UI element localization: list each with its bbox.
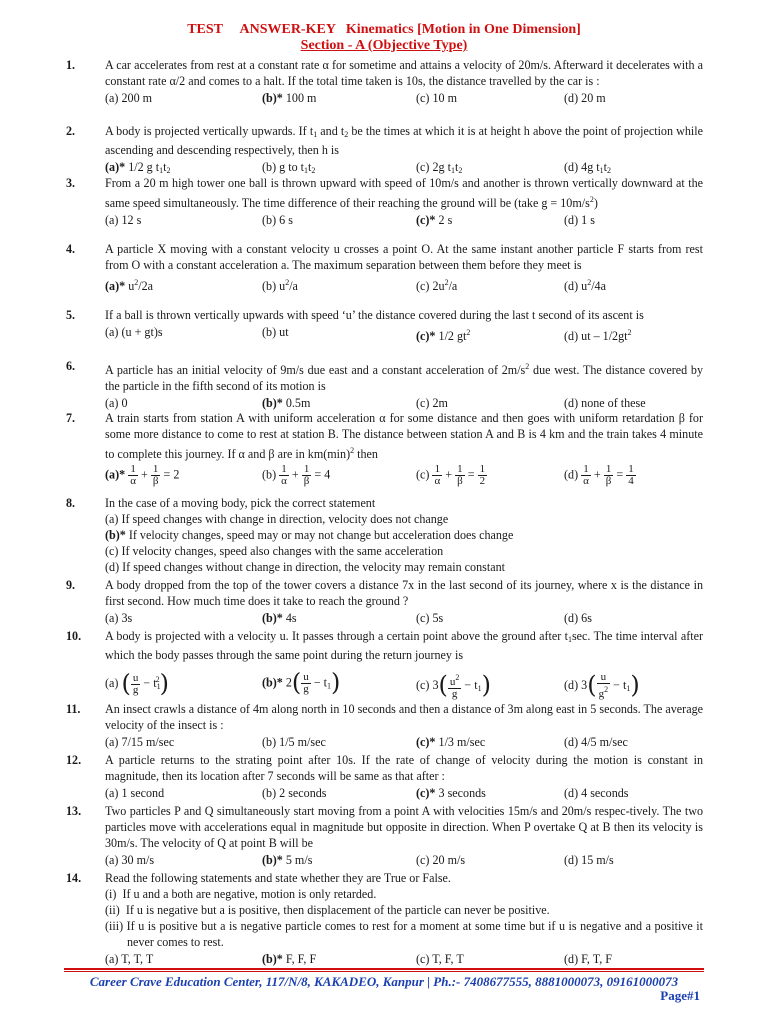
question-text: From a 20 m high tower one ball is thrown upward with speed of 10m/s and another is thrown vertically downward at the same speed simultaneously. The time difference of their reaching the ground will be (take $g = 10m/s^2$): [105, 176, 703, 210]
question-number: 12.: [66, 753, 82, 767]
question-text: A particle has an initial velocity of 9m/s due east and a constant acceleration of $2m/s^2$ due west. The distance covered by the particle in the fifth second of its motion is: [105, 362, 704, 393]
option-a: (a) ( $\frac{u}{g}$ − $t_1^2$): [105, 669, 169, 698]
question-number: 7.: [66, 411, 76, 425]
option-c: (c) 2m: [416, 395, 448, 410]
options: [105, 735, 703, 751]
options: [105, 213, 703, 229]
option-a: (a)* 1/2 g $t_1t_2$: [105, 159, 171, 175]
option-d: (d) 1 s: [564, 212, 595, 227]
option-d: (d) ut – $1/2gt^2$: [564, 327, 632, 343]
question-number: 10.: [66, 629, 82, 643]
option-d: (d) F, T, F: [564, 951, 612, 966]
fraction: $\frac{1}{\alpha}$: [281, 462, 287, 487]
question-text: A train starts from station A with uniform acceleration α for some distance and then goes with uniform retardation β for some more distance to come to rest at station B. The distance between station A and B is 4 km and the train takes 4 minute to complete this journey. If α and β are in $km(\min)^2$ then: [105, 411, 703, 461]
option-b: (b) ut: [262, 324, 289, 339]
option-a: (a) 3s: [105, 610, 133, 625]
option-b: (b) $\frac{1}{\alpha}$ + $\frac{1}{\beta}$ = 4: [262, 462, 331, 487]
question-text: In the case of a moving body, pick the correct statement: [105, 496, 376, 510]
question-text: Read the following statements and state whether they are True or False.: [105, 871, 451, 885]
option-d: (d) 6s: [564, 610, 592, 625]
option-c: (c)* 2 s: [416, 212, 453, 227]
option-d: (d) 3( $\frac{u}{g^2}$ − $t_1$): [564, 670, 640, 700]
option-b: (b)* 4s: [262, 610, 297, 625]
fraction: $\frac{1}{\beta}$: [605, 462, 612, 487]
question-number: 4.: [66, 242, 76, 256]
option-d: (d) 20 m: [564, 90, 606, 105]
options: [105, 91, 703, 107]
statement-ii: (ii) If u is negative but a is positive, then displacement of the particle can never be positive.: [105, 902, 550, 917]
option-a: (a) (u + gt)s: [105, 324, 163, 339]
option-a: (a) 200 m: [105, 90, 153, 105]
question-text: A body is projected with a velocity u. It passes through a certain point above the ground after $t_1\sec$. The time interval after which the body passes through the same point during the return journey is: [105, 629, 703, 662]
fraction: $\frac{1}{\beta}$: [457, 462, 463, 487]
option-d: (d) none of these: [564, 395, 646, 410]
option-d: (d) $u^2/4a$: [564, 277, 606, 293]
option-b: (b) $u^2/a$: [262, 277, 298, 293]
option-c: (c)* 1/2 $gt^2$: [416, 327, 471, 343]
fraction: $\frac{1}{\alpha}$: [434, 462, 441, 487]
question-number: 8.: [66, 496, 76, 510]
statement-a: (a) If speed changes with change in direction, velocity does not change: [105, 511, 449, 526]
page-title: TEST ANSWER-KEY Kinematics [Motion in One Dimension]: [187, 22, 581, 37]
options: [105, 160, 703, 176]
question-number: 6.: [66, 359, 76, 373]
fraction: $\frac{u^2}{g}$: [449, 672, 460, 700]
option-d: (d) 4/5 m/sec: [564, 734, 628, 749]
question-number: 13.: [66, 804, 82, 818]
option-c: (c) 20 m/s: [416, 852, 466, 867]
question-text: A particle returns to the strating point after 10s. If the rate of change of velocity during the motion is constant in magnitude, then its location after 7 seconds will be same as that after :: [105, 753, 703, 783]
option-a: (a) 30 m/s: [105, 852, 155, 867]
question-text: A car accelerates from rest at a constant rate α for sometime and attains a velocity of 20m/s. Afterward it decelerates with a constant rate α/2 and comes to a halt. If the total time taken is 10s, the distance travelled by the car is :: [105, 58, 703, 88]
option-b: (b)* 0.5m: [262, 395, 311, 410]
options: [105, 668, 703, 702]
option-a: (a)* $u^2/2a$: [105, 277, 154, 293]
question-text: A particle X moving with a constant velocity u crosses a point O. At the same instant another particle F starts from rest from O with a constant acceleration a. The maximum separation between them before they meet is: [105, 242, 703, 272]
statement-list: [105, 887, 703, 951]
option-c: (c) $2u^2/a$: [416, 277, 458, 293]
statement-b: (b)* If velocity changes, speed may or may not change but acceleration does change: [105, 527, 514, 542]
statement-iii: (iii) If u is positive but a is negative particle comes to rest for a moment at some time but if u is negative and a positive it never comes to rest.: [105, 918, 703, 949]
option-b: (b)* 100 m: [262, 90, 317, 105]
fraction: $\frac{1}{\alpha}$: [583, 462, 589, 487]
question-text: A body dropped from the top of the tower covers a distance 7x in the last second of its journey, where x is the distance in first second. How much time does it take to reach the ground ?: [105, 578, 703, 608]
option-c: (c)* 1/3 m/sec: [416, 734, 486, 749]
question-number: 3.: [66, 176, 76, 190]
fraction: $\frac{1}{\beta}$: [152, 462, 159, 487]
option-d: (d) 15 m/s: [564, 852, 614, 867]
fraction: $\frac{1}{2}$: [479, 462, 486, 487]
statement-i: (i) If u and a both are negative, motion is only retarded.: [105, 886, 377, 901]
option-b: (b) 1/5 m/sec: [262, 734, 326, 749]
fraction: $\frac{u}{g}$: [132, 671, 139, 696]
option-c: (c) 10 m: [416, 90, 457, 105]
option-c: (c)* 3 seconds: [416, 785, 486, 800]
option-d: (d) 4 seconds: [564, 785, 629, 800]
fraction: $\frac{1}{4}$: [628, 462, 634, 487]
question-text: A body is projected vertically upwards. If $t_1$ and $t_2$ be the times at which it is at height h above the point of projection while ascending and descending respectively, then h is: [105, 124, 704, 157]
footer-address: Career Crave Education Center, 117/N/8, KAKADEO, Kanpur | Ph.:- 7408677555, 8881000073, 09161000073: [89, 974, 679, 989]
fraction: $\frac{u}{g^2}$: [598, 670, 609, 700]
option-c: (c) 5s: [416, 610, 444, 625]
fraction: $\frac{u}{g}$: [303, 670, 309, 695]
options: [105, 464, 703, 492]
option-b: (b) 2 seconds: [262, 785, 327, 800]
option-c: (c) $\frac{1}{\alpha}$ + $\frac{1}{\beta}$ = $\frac{1}{2}$: [416, 462, 486, 487]
option-b: (b)* F, F, F: [262, 951, 317, 966]
question-number: 1.: [66, 58, 76, 72]
question-number: 9.: [66, 578, 76, 592]
option-d: (d) $\frac{1}{\alpha}$ + $\frac{1}{\beta}$ = $\frac{1}{4}$: [564, 462, 634, 487]
question-text: An insect crawls a distance of 4m along north in 10 seconds and then a distance of 3m along east in 5 seconds. The average velocity of the insect is :: [105, 702, 703, 732]
options: [105, 611, 703, 627]
option-a: (a) 7/15 m/sec: [105, 734, 175, 749]
question-number: 5.: [66, 308, 76, 322]
footer-divider: [64, 971, 704, 972]
option-c: (c) T, F, T: [416, 951, 464, 966]
question-text: Two particles P and Q simultaneously start moving from a point A with velocities 15m/s and 20m/s respec-tively. The two particles move with accelerations equal in magnitude but opposite in direction. When P overtake Q at B then its velocity is 30m/s. The velocity of Q at point B will be: [105, 804, 703, 850]
page-number: Page#1: [660, 988, 700, 1003]
option-b: (b) g to $t_1t_2$: [262, 159, 316, 175]
footer-divider: [64, 968, 704, 970]
option-b: (b)* 2( $\frac{u}{g}$ − $t_1$): [262, 668, 341, 697]
question-number: 2.: [66, 124, 76, 138]
options: [105, 396, 703, 412]
question-number: 14.: [66, 871, 82, 885]
option-c: (c) 3( $\frac{u^2}{g}$ − $t_1$): [416, 670, 492, 700]
option-b: (b) 6 s: [262, 212, 293, 227]
options: [105, 325, 703, 341]
section-title: Section - A (Objective Type): [300, 38, 468, 53]
option-d: (d) 4g $t_1t_2$: [564, 159, 611, 175]
options: [105, 952, 703, 968]
options: [105, 786, 703, 802]
option-a: (a) 0: [105, 395, 128, 410]
options: [105, 853, 703, 869]
fraction: $\frac{1}{\beta}$: [303, 462, 310, 487]
options: [105, 275, 703, 291]
question-number: 11.: [66, 702, 81, 716]
question-text: If a ball is thrown vertically upwards with speed ‘u’ the distance covered during the last t second of its ascent is: [105, 308, 644, 322]
option-b: (b)* 5 m/s: [262, 852, 313, 867]
fraction: $\frac{1}{\alpha}$: [130, 462, 136, 487]
option-c: (c) 2g $t_1t_2$: [416, 159, 463, 175]
statement-c: (c) If velocity changes, speed also changes with the same acceleration: [105, 543, 444, 558]
option-a: (a) 12 s: [105, 212, 142, 227]
option-a: (a) 1 second: [105, 785, 165, 800]
option-a: (a) T, T, T: [105, 951, 154, 966]
statement-d: (d) If speed changes without change in direction, the velocity may remain constant: [105, 559, 505, 574]
option-a: (a)* $\frac{1}{\alpha}$ + $\frac{1}{\beta}$ = 2: [105, 462, 180, 487]
